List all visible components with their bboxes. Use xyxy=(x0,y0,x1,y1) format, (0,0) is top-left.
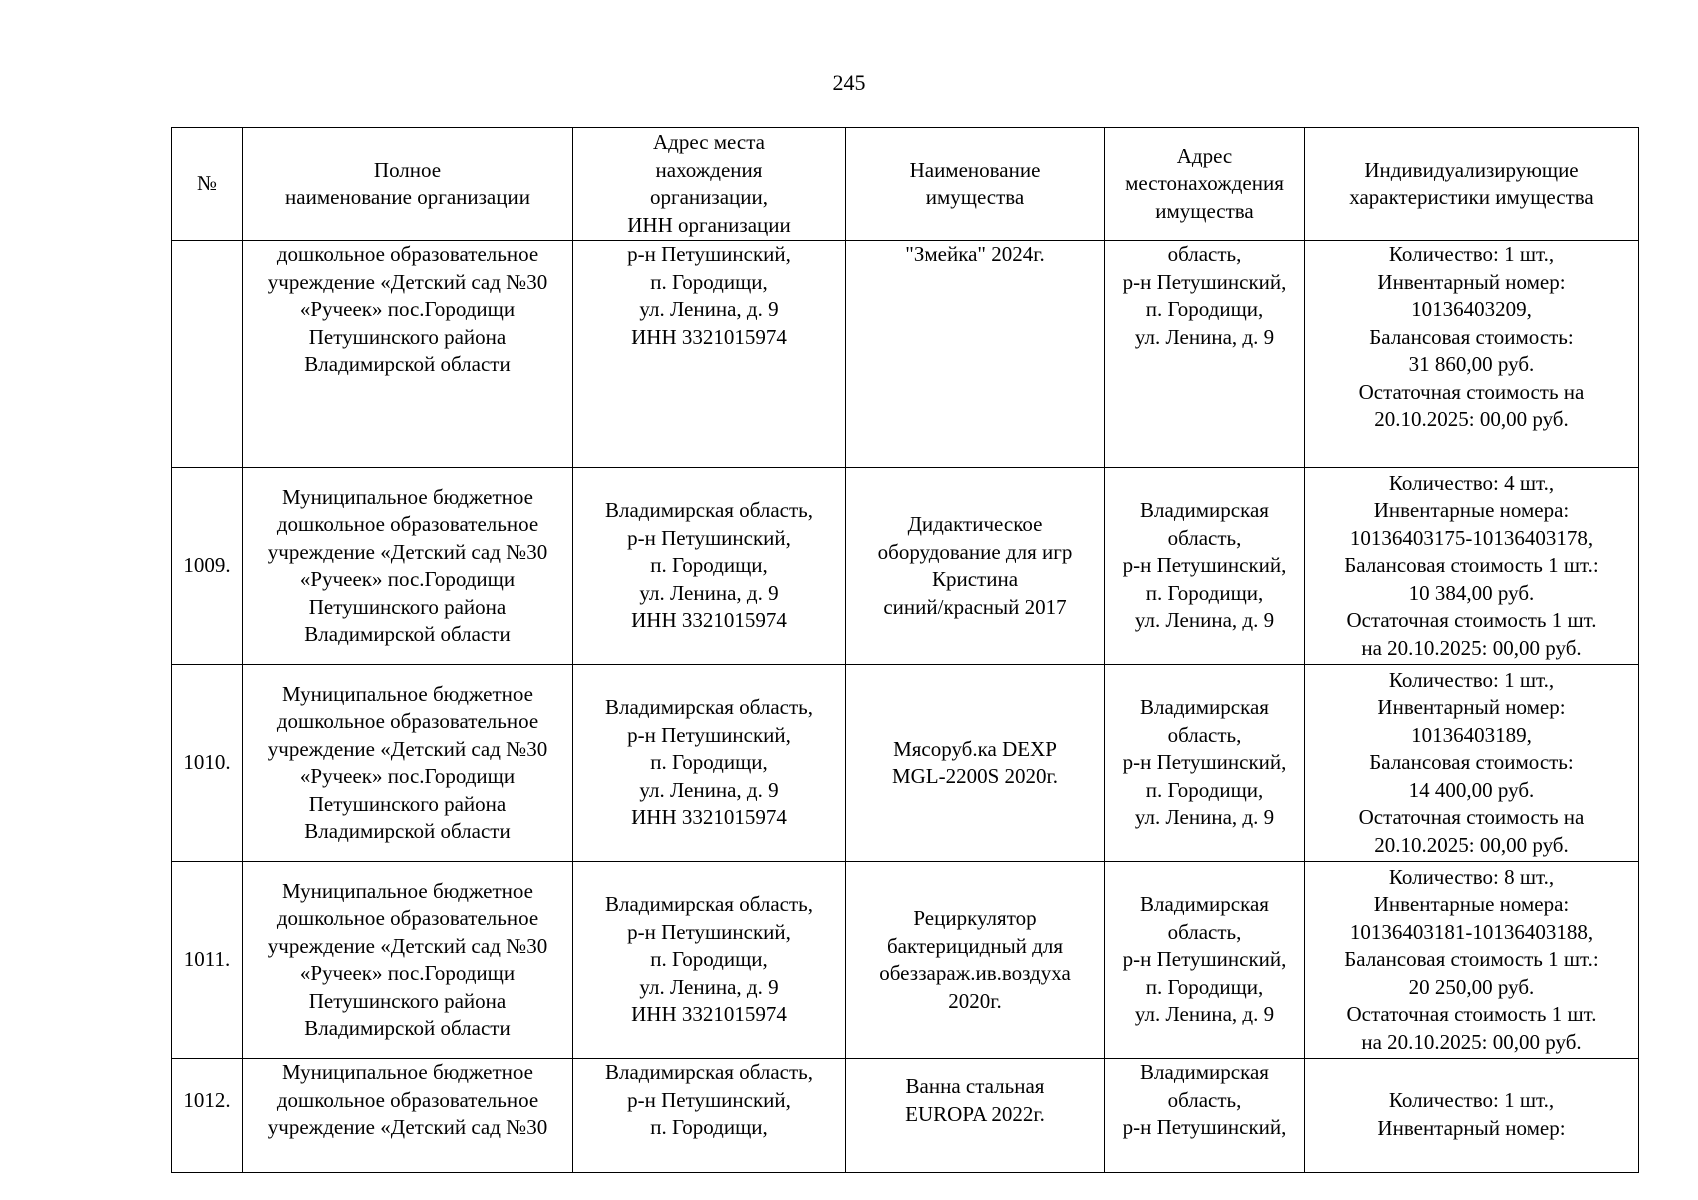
cell-text-line: р-н Петушинский, xyxy=(1122,269,1287,294)
cell-text-line: нахождения xyxy=(655,157,763,182)
cell-text-line: Петушинского района xyxy=(308,988,507,1013)
header-property-name xyxy=(846,128,1105,241)
row-number xyxy=(172,665,243,862)
cell-text-line: 1009. xyxy=(183,553,231,578)
cell-text-line: ул. Ленина, д. 9 xyxy=(639,297,779,321)
property-characteristics xyxy=(1305,241,1639,468)
cell-text-line: п. Городищи, xyxy=(650,750,768,775)
organization-address xyxy=(573,862,846,1059)
organization-name xyxy=(243,665,573,862)
cell-text-line: 10136403181-10136403188, xyxy=(1349,919,1594,944)
cell-text-line: бактерицидный для xyxy=(887,933,1063,958)
organization-address xyxy=(573,665,846,862)
table-row xyxy=(172,665,1639,862)
cell-text xyxy=(1308,864,1635,1057)
cell-text-line: 1010. xyxy=(183,750,231,775)
cell-text-line: учреждение «Детский сад №30 xyxy=(267,539,548,564)
header-number xyxy=(172,128,243,241)
cell-text-line: область, xyxy=(1167,525,1242,550)
cell-text-line: ул. Ленина, д. 9 xyxy=(1134,608,1275,633)
cell-text-line: ул. Ленина, д. 9 xyxy=(1134,805,1275,830)
cell-text xyxy=(576,1059,842,1142)
cell-text-line: 10 384,00 руб. xyxy=(1408,580,1535,605)
cell-text xyxy=(246,878,569,1043)
cell-text xyxy=(1108,143,1301,226)
cell-text-line: ул. Ленина, д. 9 xyxy=(1134,324,1275,349)
organization-address xyxy=(573,241,846,468)
cell-text-line: Владимирской области xyxy=(304,352,511,376)
cell-text-line: № xyxy=(196,171,218,196)
cell-text xyxy=(576,694,842,832)
cell-text-line: Наименование xyxy=(909,157,1041,182)
property-characteristics xyxy=(1305,1059,1639,1173)
cell-text-line: ИНН 3321015974 xyxy=(631,1002,787,1027)
cell-text-line: Балансовая стоимость 1 шт.: xyxy=(1344,947,1599,972)
property-address xyxy=(1105,468,1305,665)
header-property-address xyxy=(1105,128,1305,241)
cell-text xyxy=(1308,667,1635,860)
cell-text-line: Петушинского района xyxy=(308,791,507,816)
cell-text xyxy=(246,157,569,212)
cell-text xyxy=(576,129,842,239)
cell-text-line: дошкольное образовательное xyxy=(276,709,539,733)
cell-text xyxy=(173,1087,241,1115)
cell-text xyxy=(1308,241,1635,434)
cell-text-line: Мясоруб.ка DEXP xyxy=(893,736,1057,761)
cell-text-line: Инвентарный номер: xyxy=(1377,695,1566,720)
property-characteristics xyxy=(1305,862,1639,1059)
cell-text-line: ИНН 3321015974 xyxy=(631,324,787,349)
cell-text-line: р-н Петушинский, xyxy=(1122,750,1287,775)
cell-text-line: Остаточная стоимость 1 шт. xyxy=(1346,608,1597,633)
cell-text-line: на 20.10.2025: 00,00 руб. xyxy=(1361,635,1582,660)
cell-text-line: оборудование для игр xyxy=(877,539,1073,564)
property-name xyxy=(846,1059,1105,1173)
cell-text xyxy=(1308,1087,1635,1142)
property-name xyxy=(846,665,1105,862)
cell-text-line: ул. Ленина, д. 9 xyxy=(639,974,779,999)
cell-text-line: р-н Петушинский, xyxy=(1122,1115,1287,1139)
cell-text-line: область, xyxy=(1167,919,1242,944)
cell-text-line: Владимирская область, xyxy=(605,892,813,917)
cell-text-line: Владимирской области xyxy=(304,622,511,646)
cell-text xyxy=(576,497,842,635)
cell-text-line: Владимирская область, xyxy=(605,695,813,720)
organization-name xyxy=(243,862,573,1059)
cell-text-line: Количество: 1 шт., xyxy=(1388,1088,1555,1112)
header-organization-address xyxy=(573,128,846,241)
cell-text-line: Муниципальное бюджетное xyxy=(281,484,533,509)
cell-text-line: п. Городищи, xyxy=(1145,297,1264,321)
cell-text xyxy=(849,511,1101,621)
cell-text-line: Инвентарный номер: xyxy=(1377,1115,1566,1140)
cell-text-line: р-н Петушинский, xyxy=(1122,553,1287,578)
cell-text-line: «Ручеек» пос.Городищи xyxy=(299,764,516,788)
cell-text-line: Инвентарный номер: xyxy=(1377,269,1566,294)
cell-text xyxy=(849,1073,1101,1128)
cell-text xyxy=(1308,470,1635,663)
row-number xyxy=(172,468,243,665)
cell-text-line: ул. Ленина, д. 9 xyxy=(639,777,779,802)
cell-text xyxy=(175,170,239,198)
cell-text xyxy=(1308,157,1635,212)
cell-text-line: Владимирская xyxy=(1140,695,1269,720)
cell-text-line: имущества xyxy=(925,185,1025,209)
cell-text-line: Инвентарные номера: xyxy=(1373,498,1570,523)
cell-text-line: MGL-2200S 2020г. xyxy=(891,764,1059,788)
cell-text-line: Петушинского района xyxy=(308,324,507,349)
cell-text-line: Балансовая стоимость: xyxy=(1369,324,1574,349)
cell-text-line: Владимирской области xyxy=(304,819,511,843)
cell-text-line: дошкольное образовательное xyxy=(276,242,539,266)
cell-text-line: п. Городищи, xyxy=(1145,777,1264,802)
cell-text-line: Муниципальное бюджетное xyxy=(281,1060,533,1084)
cell-text-line: Владимирская xyxy=(1140,498,1269,523)
cell-text-line: 20 250,00 руб. xyxy=(1408,974,1535,999)
cell-text xyxy=(246,484,569,649)
table-row xyxy=(172,468,1639,665)
cell-text-line: Кристина xyxy=(931,567,1019,591)
cell-text-line: ИНН 3321015974 xyxy=(631,805,787,830)
cell-text-line: р-н Петушинский, xyxy=(627,525,791,550)
cell-text-line: Владимирская область, xyxy=(605,498,813,523)
cell-text-line: местонахождения xyxy=(1125,171,1284,196)
table-row xyxy=(172,1059,1639,1173)
cell-text-line: дошкольное образовательное xyxy=(276,512,539,536)
cell-text-line: область, xyxy=(1167,242,1242,266)
cell-text-line: Количество: 4 шт., xyxy=(1388,470,1555,495)
cell-text-line: Владимирской области xyxy=(304,1016,511,1040)
cell-text-line: «Ручеек» пос.Городищи xyxy=(299,567,516,591)
cell-text-line: ИНН 3321015974 xyxy=(631,608,787,633)
header-property-characteristics xyxy=(1305,128,1639,241)
cell-text-line: п. Городищи, xyxy=(1145,974,1264,999)
cell-text-line: "Змейка" 2024г. xyxy=(905,242,1045,266)
cell-text-line: Владимирская xyxy=(1140,892,1269,917)
cell-text xyxy=(173,552,241,580)
cell-text xyxy=(246,241,569,379)
cell-text-line: Количество: 8 шт., xyxy=(1388,864,1555,889)
page-number: 245 xyxy=(832,70,866,95)
cell-text-line: обеззараж.ив.воздуха xyxy=(879,961,1071,985)
cell-text-line: 10136403175-10136403178, xyxy=(1349,525,1594,550)
cell-text-line: Балансовая стоимость 1 шт.: xyxy=(1344,553,1599,578)
cell-text-line: Инвентарные номера: xyxy=(1373,892,1570,917)
cell-text xyxy=(1108,241,1301,351)
cell-text-line: р-н Петушинский, xyxy=(627,1087,791,1112)
cell-text xyxy=(1108,1059,1301,1142)
organization-address xyxy=(573,1059,846,1173)
cell-text-line: 1012. xyxy=(183,1088,231,1112)
cell-text xyxy=(246,1059,569,1142)
cell-text-line: Адрес места xyxy=(653,130,765,154)
cell-text-line: р-н Петушинский, xyxy=(627,722,791,747)
cell-text-line: Муниципальное бюджетное xyxy=(281,878,533,903)
organization-name xyxy=(243,1059,573,1173)
property-address xyxy=(1105,665,1305,862)
table-row xyxy=(172,862,1639,1059)
property-address xyxy=(1105,241,1305,468)
cell-text-line: «Ручеек» пос.Городищи xyxy=(299,961,516,985)
cell-text-line: дошкольное образовательное xyxy=(276,1087,539,1112)
cell-text-line: наименование организации xyxy=(285,185,530,209)
cell-text-line: 2020г. xyxy=(948,988,1002,1013)
cell-text-line: организации, xyxy=(650,185,768,209)
cell-text-line: учреждение «Детский сад №30 xyxy=(267,933,548,958)
cell-text-line: п. Городищи, xyxy=(650,1115,768,1139)
header-organization-name xyxy=(243,128,573,241)
cell-text-line: Петушинского района xyxy=(308,594,507,619)
cell-text-line: ул. Ленина, д. 9 xyxy=(1134,1002,1275,1027)
cell-text-line: Муниципальное бюджетное xyxy=(281,681,533,706)
cell-text-line: 31 860,00 руб. xyxy=(1408,352,1535,376)
table-header-row xyxy=(172,128,1639,241)
cell-text xyxy=(1108,497,1301,635)
cell-text-line: синий/красный 2017 xyxy=(883,594,1067,619)
organization-name xyxy=(243,468,573,665)
property-name xyxy=(846,862,1105,1059)
cell-text-line: 14 400,00 руб. xyxy=(1408,777,1535,802)
property-registry-table xyxy=(171,127,1639,1173)
cell-text-line: п. Городищи, xyxy=(650,553,768,578)
cell-text xyxy=(1108,694,1301,832)
cell-text xyxy=(576,891,842,1029)
cell-text-line: п. Городищи, xyxy=(1145,580,1264,605)
cell-text xyxy=(576,241,842,351)
table-row xyxy=(172,241,1639,468)
cell-text-line: Остаточная стоимость 1 шт. xyxy=(1346,1002,1597,1027)
cell-text-line: на 20.10.2025: 00,00 руб. xyxy=(1361,1029,1582,1054)
cell-text-line: учреждение «Детский сад №30 xyxy=(267,269,548,294)
cell-text-line: Балансовая стоимость: xyxy=(1369,750,1574,775)
cell-text-line: учреждение «Детский сад №30 xyxy=(267,1115,548,1139)
cell-text-line: 1011. xyxy=(183,947,231,972)
cell-text-line: «Ручеек» пос.Городищи xyxy=(299,297,516,321)
cell-text-line: р-н Петушинский, xyxy=(627,242,791,266)
cell-text-line: область, xyxy=(1167,722,1242,747)
cell-text-line: ИНН организации xyxy=(627,212,791,237)
cell-text-line: Рециркулятор xyxy=(913,906,1037,930)
cell-text-line: 10136403189, xyxy=(1411,722,1532,747)
cell-text xyxy=(849,241,1101,269)
cell-text-line: Количество: 1 шт., xyxy=(1388,242,1555,266)
cell-text-line: Полное xyxy=(373,157,442,182)
cell-text-line: Дидактическое xyxy=(907,512,1043,536)
cell-text xyxy=(849,905,1101,1015)
cell-text xyxy=(849,157,1101,212)
organization-name xyxy=(243,241,573,468)
cell-text-line: Ванна стальная xyxy=(905,1074,1045,1098)
cell-text-line: дошкольное образовательное xyxy=(276,906,539,930)
row-number xyxy=(172,862,243,1059)
cell-text-line: 20.10.2025: 00,00 руб. xyxy=(1374,832,1569,857)
cell-text-line: Адрес xyxy=(1176,143,1233,168)
cell-text xyxy=(246,681,569,846)
cell-text xyxy=(173,946,241,974)
cell-text xyxy=(1108,891,1301,1029)
cell-text-line: область, xyxy=(1167,1087,1242,1112)
row-number xyxy=(172,241,243,468)
cell-text-line: 10136403209, xyxy=(1411,297,1532,321)
property-characteristics xyxy=(1305,665,1639,862)
property-name xyxy=(846,468,1105,665)
organization-address xyxy=(573,468,846,665)
cell-text-line: р-н Петушинский, xyxy=(627,919,791,944)
row-number xyxy=(172,1059,243,1173)
property-address xyxy=(1105,1059,1305,1173)
cell-text-line: характеристики имущества xyxy=(1349,185,1594,209)
cell-text-line: п. Городищи, xyxy=(650,947,768,972)
cell-text-line: Количество: 1 шт., xyxy=(1388,667,1555,692)
cell-text-line: Остаточная стоимость на xyxy=(1358,379,1585,404)
cell-text-line: Индивидуализирующие xyxy=(1364,157,1579,182)
cell-text-line: EUROPA 2022г. xyxy=(905,1101,1045,1126)
property-characteristics xyxy=(1305,468,1639,665)
cell-text-line: Владимирская xyxy=(1140,1060,1269,1084)
cell-text-line: учреждение «Детский сад №30 xyxy=(267,736,548,761)
property-address xyxy=(1105,862,1305,1059)
cell-text-line: ул. Ленина, д. 9 xyxy=(639,580,779,605)
cell-text xyxy=(173,749,241,777)
cell-text-line: р-н Петушинский, xyxy=(1122,947,1287,972)
cell-text xyxy=(849,736,1101,791)
cell-text-line: Владимирская область, xyxy=(605,1060,813,1084)
cell-text-line: п. Городищи, xyxy=(650,269,768,294)
property-name xyxy=(846,241,1105,468)
cell-text-line: имущества xyxy=(1155,198,1254,223)
cell-text-line: 20.10.2025: 00,00 руб. xyxy=(1374,407,1569,431)
cell-text-line: Остаточная стоимость на xyxy=(1358,805,1585,830)
